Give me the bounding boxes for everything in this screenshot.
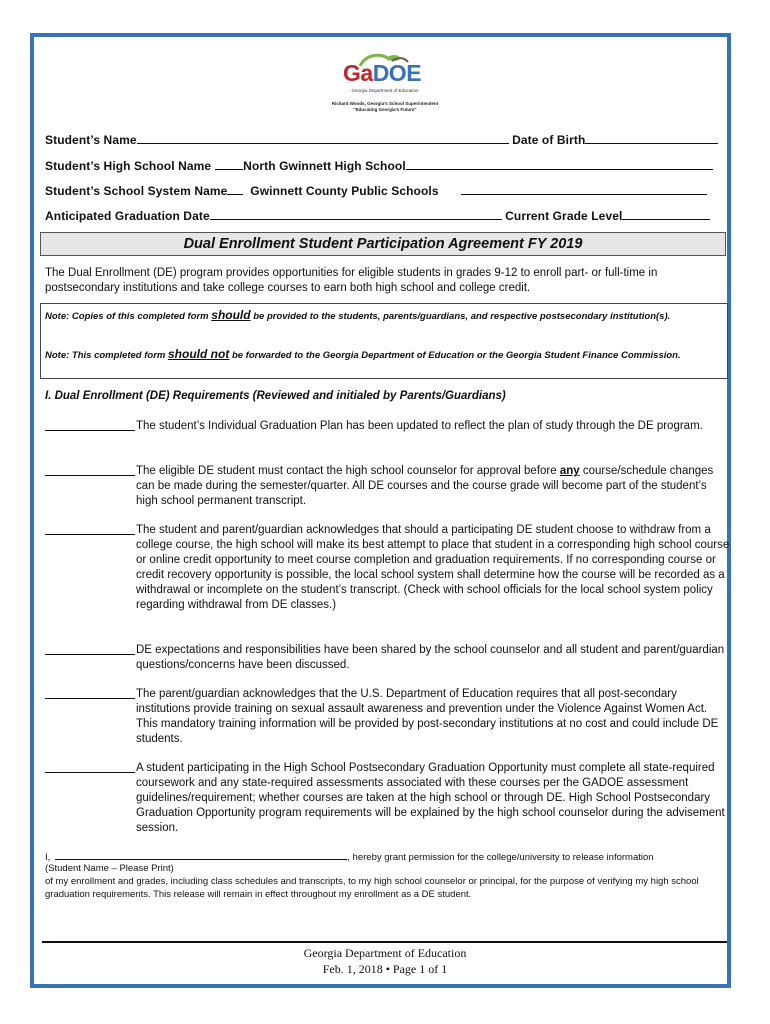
page-border xyxy=(30,33,731,988)
release-line-3: of my enrollment and grades, including class schedules and transcripts, to my high school counselor or principal, for the purpose of verifying my high school graduation requirements. This release will remain in effect throughout my enrollment as a DE student. xyxy=(45,876,699,900)
dob-blank[interactable] xyxy=(585,133,718,144)
graduation-blank[interactable] xyxy=(210,209,502,220)
note-1: Note: Copies of this completed form should be provided to the students, parents/guardians, and respective postsecondary institution(s). xyxy=(45,308,671,322)
requirement-5: The parent/guardian acknowledges that the U.S. Department of Education requires that all post-secondary institutions provide training on sexual assault awareness and prevention under the Violence Against Women Act. This mandatory training information will be provided by post-secondary institutions at no cost and could include DE students. xyxy=(45,687,730,747)
student-name-field: Student’s Name Date of Birth xyxy=(45,133,718,147)
requirement-1: The student’s Individual Graduation Plan has been updated to reflect the plan of study through the DE program. xyxy=(45,419,730,434)
intro-paragraph: The Dual Enrollment (DE) program provides opportunities for eligible students in grades 9-12 to enroll part- or full-time in postsecondary institutions and take college courses to earn both high school and college credit. xyxy=(45,267,658,294)
initial-blank[interactable] xyxy=(45,654,135,655)
requirement-3: The student and parent/guardian acknowledges that should a participating DE student choose to withdraw from a college course, the high school will make its best attempt to place that student in a corresponding high school course or online credit opportunity to meet course completion and graduation requirements. If no corresponding course or credit recovery opportunity is possible, the local school system shall determine how the course will be recorded as a withdrawal or incomplete on the student’s transcript. (Check with school officials for the local school system policy regarding withdrawal from DE classes.) xyxy=(45,523,730,613)
graduation-field: Anticipated Graduation Date Current Grade Level xyxy=(45,209,710,223)
page-title: Dual Enrollment Student Participation Agreement FY 2019 xyxy=(40,232,726,256)
requirement-4: DE expectations and responsibilities have been shared by the school counselor and all student and parent/guardian questions/concerns have been discussed. xyxy=(45,643,730,673)
requirement-2: The eligible DE student must contact the high school counselor for approval before any course/schedule changes can be made during the semester/quarter. All DE courses and the course grade will become part of the student’s high school permanent transcript. xyxy=(45,464,730,509)
release-line-2: (Student Name – Please Print) xyxy=(45,863,174,874)
system-value[interactable]: Gwinnett County Public Schools xyxy=(250,184,439,198)
note-2: Note: This completed form should not be forwarded to the Georgia Department of Education or the Georgia Student Finance Commission. xyxy=(45,347,681,361)
initial-blank[interactable] xyxy=(45,475,135,476)
initial-blank[interactable] xyxy=(45,430,135,431)
release-line-1: I, , hereby grant permission for the college/university to release information xyxy=(45,852,654,863)
school-system-field: Student’s School System Name Gwinnett County Public Schools xyxy=(45,184,707,198)
initial-blank[interactable] xyxy=(45,698,135,699)
high-school-value[interactable]: North Gwinnett High School xyxy=(243,159,406,173)
system-post-blank xyxy=(461,184,707,195)
initial-blank[interactable] xyxy=(45,772,135,773)
high-school-field: Student’s High School Name North Gwinnett High School xyxy=(45,159,713,173)
release-name-blank[interactable] xyxy=(55,850,347,860)
footer-divider xyxy=(42,941,727,943)
logo-subtitle: Georgia Department of Education xyxy=(351,88,419,93)
system-pre-blank xyxy=(227,184,243,195)
requirement-6: A student participating in the High School Postsecondary Graduation Opportunity must complete all state-required coursework and any state-required assessments associated with these courses per the GADOE assessment guidelines/requirement; whether courses are taken at the high school or through DE. High School Postsecondary Graduation Opportunity program requirements will be explained by the high school counselor during the advisement session. xyxy=(45,761,730,836)
logo-wordmark: GaDOE xyxy=(343,60,422,86)
footer-page: Feb. 1, 2018 • Page 1 of 1 xyxy=(322,962,448,976)
superintendent-line: Richard Woods, Georgia's School Superintendent "Educating Georgia's Future" xyxy=(331,101,439,112)
initial-blank[interactable] xyxy=(45,534,135,535)
hs-pre-blank xyxy=(215,159,243,170)
grade-blank[interactable] xyxy=(622,209,710,220)
student-name-blank[interactable] xyxy=(137,133,509,144)
section-heading: I. Dual Enrollment (DE) Requirements (Reviewed and initialed by Parents/Guardians) xyxy=(45,390,506,402)
hs-post-blank xyxy=(406,159,713,170)
footer-org: Georgia Department of Education xyxy=(303,946,467,960)
